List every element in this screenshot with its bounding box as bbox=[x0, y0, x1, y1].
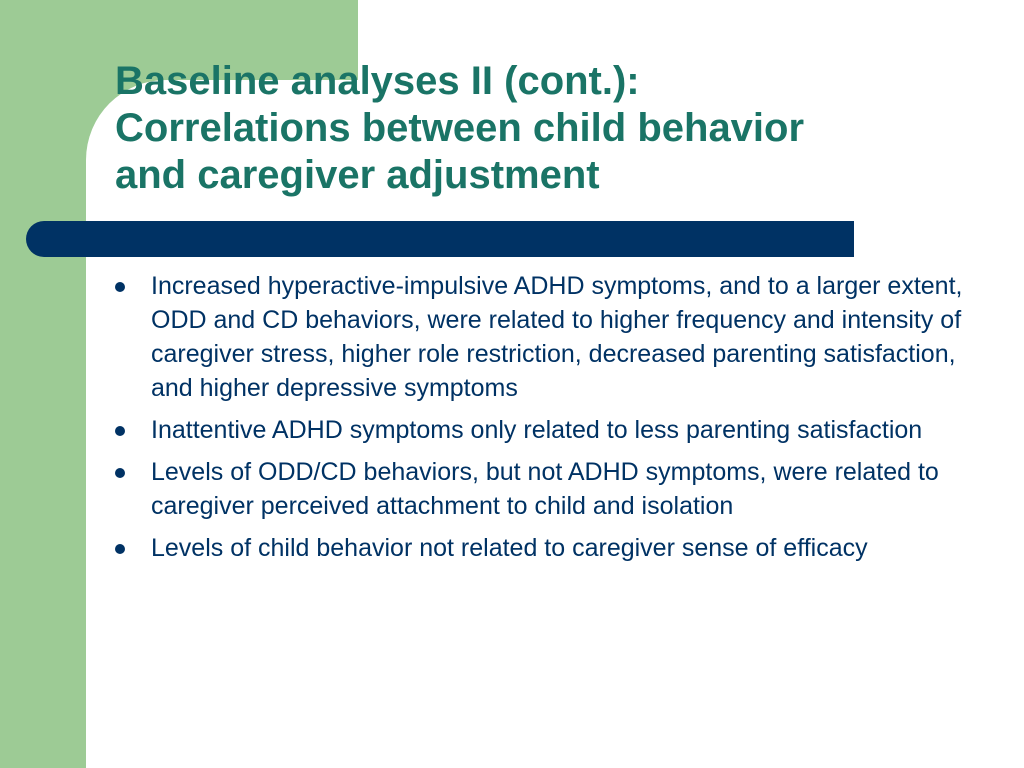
slide-title-line-2: Correlations between child behavior bbox=[115, 106, 805, 150]
bullet-text-1: Increased hyperactive-impulsive ADHD symptoms, and to a larger extent, ODD and CD behaviors, were related to higher frequency and intensity of caregiver stress, higher role restriction, decreased parenting satisfaction, and higher depressive symptoms bbox=[151, 272, 963, 402]
slide-title bbox=[115, 58, 995, 199]
bullet-item-1 bbox=[113, 269, 993, 405]
bullet-item-2 bbox=[113, 413, 993, 447]
slide-title-line-3: and caregiver adjustment bbox=[115, 153, 600, 197]
title-divider-bar bbox=[26, 221, 854, 257]
bullet-dot-icon bbox=[115, 282, 125, 292]
bullet-list bbox=[113, 269, 993, 573]
bullet-text-3: Levels of ODD/CD behaviors, but not ADHD symptoms, were related to caregiver perceived attachment to child and isolation bbox=[151, 458, 939, 520]
bullet-text-2: Inattentive ADHD symptoms only related to less parenting satisfaction bbox=[151, 416, 923, 444]
bullet-item-3 bbox=[113, 455, 993, 523]
bullet-dot-icon bbox=[115, 426, 125, 436]
bullet-dot-icon bbox=[115, 544, 125, 554]
bullet-item-4 bbox=[113, 531, 993, 565]
slide-title-line-1: Baseline analyses II (cont.): bbox=[115, 59, 640, 103]
bullet-dot-icon bbox=[115, 468, 125, 478]
bullet-text-4: Levels of child behavior not related to caregiver sense of efficacy bbox=[151, 534, 868, 562]
